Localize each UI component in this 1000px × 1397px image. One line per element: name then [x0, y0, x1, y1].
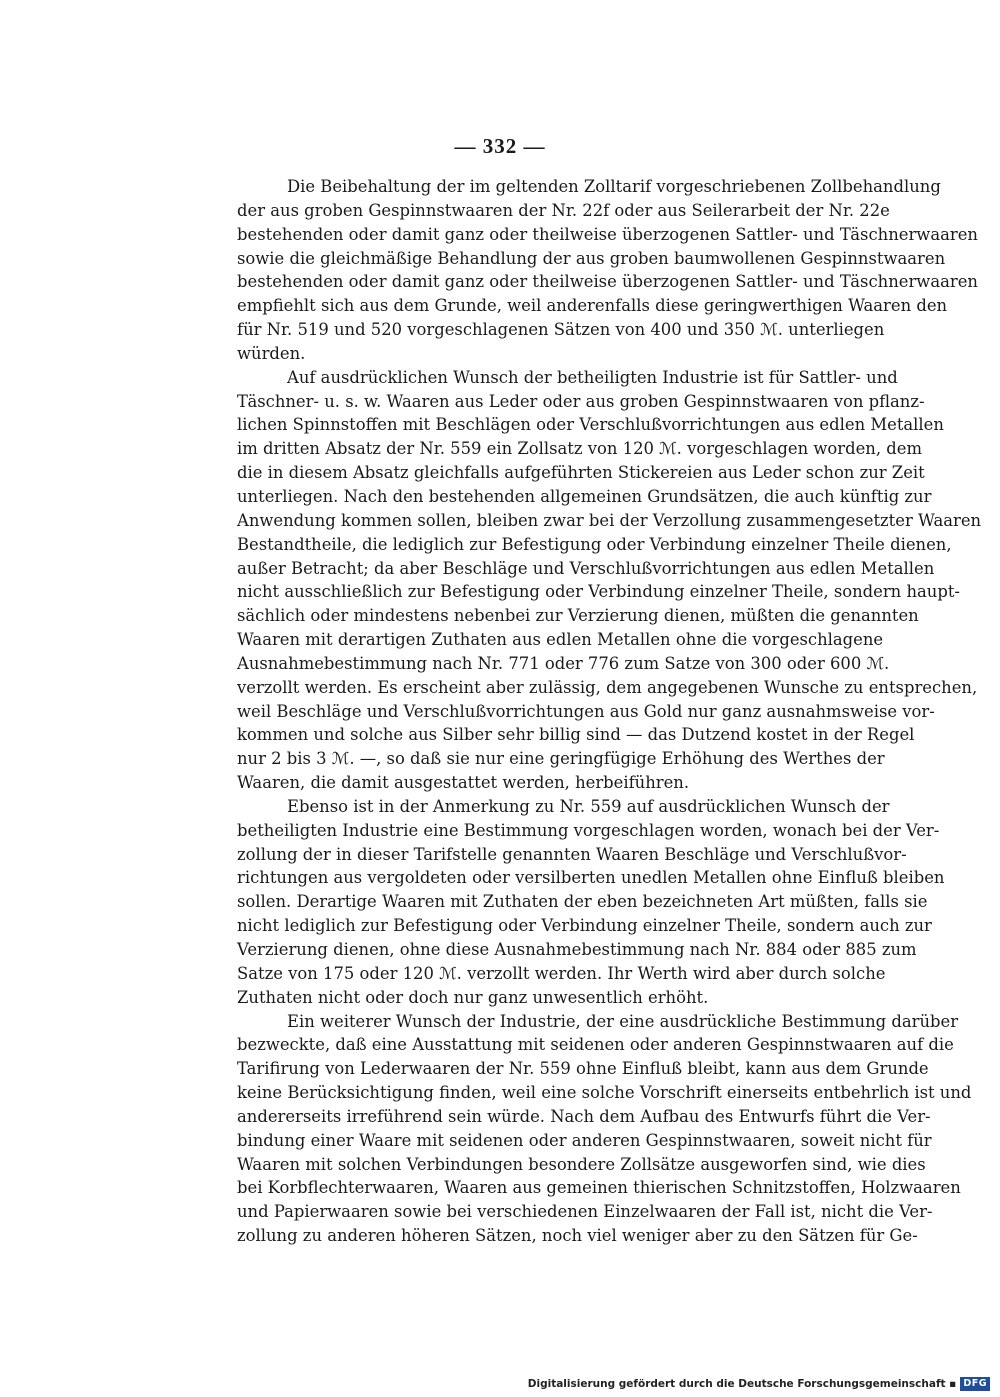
text-line: unterliegen. Nach den bestehenden allgemeinen Grundsätzen, die auch künftig zur: [237, 486, 932, 506]
text-line: weil Beschläge und Verschlußvorrichtungen aus Gold nur ganz ausnahmsweise vor-: [237, 701, 935, 721]
text-line: bindung einer Waare mit seidenen oder anderen Gespinnstwaaren, soweit nicht für: [237, 1130, 932, 1150]
text-line: zollung zu anderen höheren Sätzen, noch viel weniger aber zu den Sätzen für Ge-: [237, 1226, 918, 1246]
text-line: Anwendung kommen sollen, bleiben zwar bei der Verzollung zusammengesetzter Waaren: [237, 510, 982, 530]
text-line: für Nr. 519 und 520 vorgeschlagenen Sätzen von 400 und 350 ℳ. unterliegen: [237, 320, 885, 340]
text-line: bei Korbflechterwaaren, Waaren aus gemeinen thierischen Schnitzstoffen, Holzwaaren: [237, 1178, 961, 1198]
dfg-logo: DFG: [960, 1377, 990, 1391]
text-line: verzollt werden. Es erscheint aber zulässig, dem angegebenen Wunsche zu entsprechen,: [237, 677, 978, 697]
text-line: Satze von 175 oder 120 ℳ. verzollt werden. Ihr Werth wird aber durch solche: [237, 963, 886, 983]
digitization-footer: [528, 1377, 990, 1391]
text-line: andererseits irreführend sein würde. Nach dem Aufbau des Entwurfs führt die Ver-: [237, 1106, 931, 1126]
text-line: der aus groben Gespinnstwaaren der Nr. 22f oder aus Seilerarbeit der Nr. 22e: [237, 200, 890, 220]
text-line: Waaren mit solchen Verbindungen besondere Zollsätze ausgeworfen sind, wie dies: [237, 1154, 926, 1174]
text-line: Täschner- u. s. w. Waaren aus Leder oder aus groben Gespinnstwaaren von pflanz-: [237, 391, 925, 411]
text-line: betheiligten Industrie eine Bestimmung vorgeschlagen worden, wonach bei der Ver-: [237, 820, 940, 840]
text-line: bestehenden oder damit ganz oder theilweise überzogenen Sattler- und Täschnerwaaren: [237, 272, 978, 292]
text-line: empfiehlt sich aus dem Grunde, weil anderenfalls diese geringwerthigen Waaren den: [237, 296, 948, 316]
body-text: [237, 175, 982, 1248]
text-line: Ausnahmebestimmung nach Nr. 771 oder 776 zum Satze von 300 oder 600 ℳ.: [237, 653, 890, 673]
text-line: nicht ausschließlich zur Befestigung oder Verbindung einzelner Theile, sondern haupt-: [237, 582, 960, 602]
text-line: nur 2 bis 3 ℳ. —, so daß sie nur eine geringfügige Erhöhung des Werthes der: [237, 749, 885, 769]
text-line: nicht lediglich zur Befestigung oder Verbindung einzelner Theile, sondern auch zur: [237, 916, 932, 936]
text-line: im dritten Absatz der Nr. 559 ein Zollsatz von 120 ℳ. vorgeschlagen worden, dem: [237, 439, 922, 459]
text-line: bezweckte, daß eine Ausstattung mit seidenen oder anderen Gespinnstwaaren auf die: [237, 1035, 954, 1055]
text-line: Auf ausdrücklichen Wunsch der betheiligten Industrie ist für Sattler- und: [287, 367, 898, 387]
text-line: Ein weiterer Wunsch der Industrie, der eine ausdrückliche Bestimmung darüber: [287, 1011, 959, 1031]
text-line: Bestandtheile, die lediglich zur Befestigung oder Verbindung einzelner Theile dienen,: [237, 534, 952, 554]
text-line: lichen Spinnstoffen mit Beschlägen oder Verschlußvorrichtungen aus edlen Metallen: [237, 415, 944, 435]
text-line: würden.: [237, 343, 306, 363]
text-line: kommen und solche aus Silber sehr billig sind — das Dutzend kostet in der Regel: [237, 725, 915, 745]
text-line: sächlich oder mindestens nebenbei zur Verzierung dienen, müßten die genannten: [237, 606, 919, 626]
text-line: Zuthaten nicht oder doch nur ganz unwesentlich erhöht.: [237, 987, 709, 1007]
text-line: und Papierwaaren sowie bei verschiedenen Einzelwaaren der Fall ist, nicht die Ver-: [237, 1202, 933, 1222]
text-line: Verzierung dienen, ohne diese Ausnahmebestimmung nach Nr. 884 oder 885 zum: [237, 940, 917, 959]
text-line: bestehenden oder damit ganz oder theilweise überzogenen Sattler- und Täschnerwaaren: [237, 224, 978, 244]
text-line: Tarifirung von Lederwaaren der Nr. 559 ohne Einfluß bleibt, kann aus dem Grunde: [237, 1059, 929, 1079]
text-line: Waaren mit derartigen Zuthaten aus edlen Metallen ohne die vorgeschlagene: [237, 630, 884, 650]
text-line: sowie die gleichmäßige Behandlung der aus groben baumwollenen Gespinnstwaaren: [237, 248, 946, 268]
text-line: die in diesem Absatz gleichfalls aufgeführten Stickereien aus Leder schon zur Zeit: [237, 463, 925, 483]
text-line: Die Beibehaltung der im geltenden Zolltarif vorgeschriebenen Zollbehandlung: [287, 177, 941, 196]
text-line: keine Berücksichtigung finden, weil eine solche Vorschrift einerseits entbehrlich ist und: [237, 1083, 972, 1103]
page-number: — 332 —: [454, 134, 546, 158]
text-line: außer Betracht; da aber Beschläge und Verschlußvorrichtungen aus edlen Metallen: [237, 558, 935, 578]
footer-credit: Digitalisierung gefördert durch die Deutsche Forschungsgemeinschaft ▪: [527, 1378, 957, 1390]
text-line: Waaren, die damit ausgestattet werden, herbeiführen.: [237, 773, 690, 793]
text-line: zollung der in dieser Tarifstelle genannten Waaren Beschläge und Verschlußvor-: [237, 844, 907, 864]
text-line: sollen. Derartige Waaren mit Zuthaten der eben bezeichneten Art müßten, falls sie: [237, 892, 928, 912]
text-line: Ebenso ist in der Anmerkung zu Nr. 559 auf ausdrücklichen Wunsch der: [287, 796, 890, 816]
text-line: richtungen aus vergoldeten oder versilberten unedlen Metallen ohne Einfluß bleiben: [237, 868, 945, 888]
